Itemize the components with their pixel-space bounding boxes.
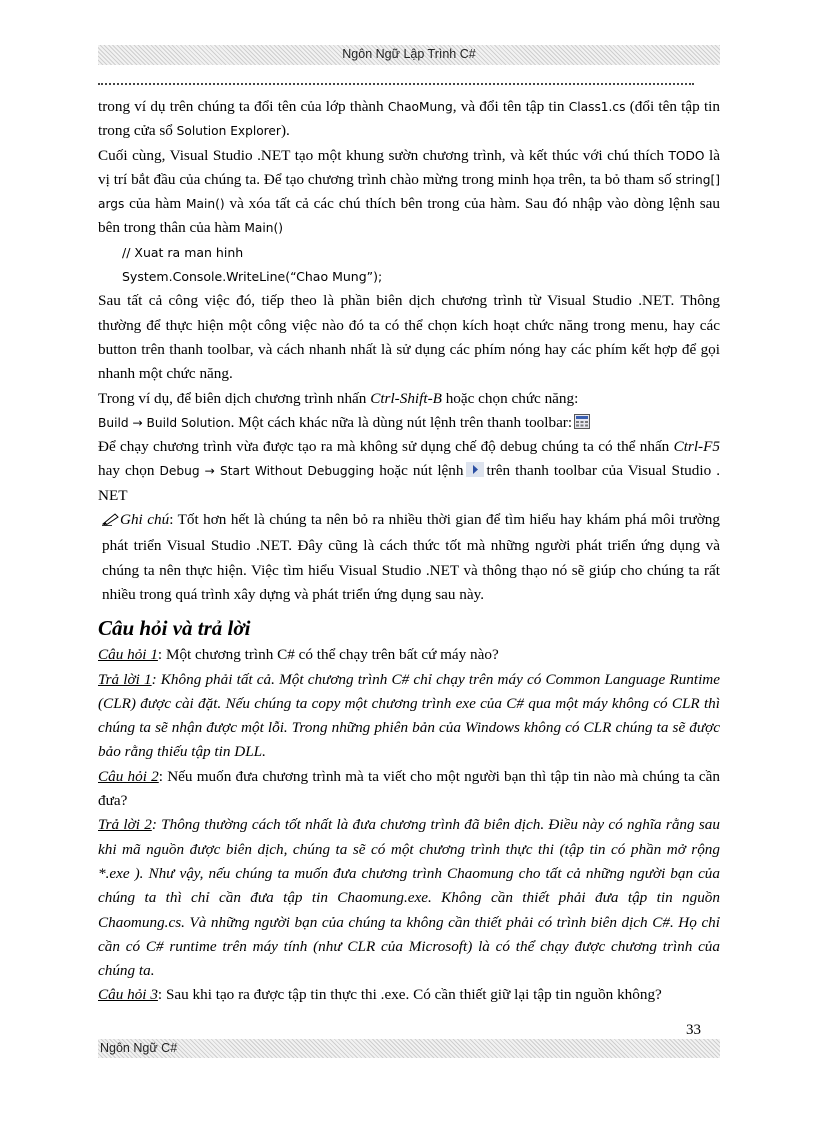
answer-2-label: Trả lời 2 xyxy=(98,816,152,834)
section-title: Câu hỏi và trả lời xyxy=(98,616,251,641)
code-solution-explorer: Solution Explorer xyxy=(176,124,281,139)
answer-1-label: Trả lời 1 xyxy=(98,670,152,688)
answer-2: Trả lời 2: Thông thường cách tốt nhất là đưa chương trình đã biên dịch. Điều này có nghĩa rằng sau khi mã nguồn được biên dịch, chúng ta sẽ có một chương trình thực thi (tập tin có phần mở rộng *.exe ). Như vậy, nếu chúng ta muốn đưa chương trình Chaomung cho tất cả những người bạn của chúng ta thì chỉ cần đưa tập tin Chaomung.exe. Không cần thiết phải đưa tập tin nguồn Chaomung.cs. Và những người bạn của chúng ta không cần thiết phải có trình biên dịch C#. Họ chỉ cần có C# runtime trên máy tính (như CLR của Microsoft) là có thể chạy được chương trình của chúng ta. xyxy=(98,816,720,980)
code-args: string[] args xyxy=(98,172,720,212)
code-build-menu: Build → Build Solution xyxy=(98,415,231,430)
question-2: Câu hỏi 2: Nếu muốn đưa chương trình mà ta viết cho một người bạn thì tập tin nào mà chúng ta cần đưa? xyxy=(98,767,720,810)
page-body xyxy=(98,95,720,1008)
question-2-label: Câu hỏi 2 xyxy=(98,767,159,785)
code-main: Main() xyxy=(186,197,225,212)
shortcut-run: Ctrl-F5 xyxy=(673,438,720,456)
paragraph-rename: trong ví dụ trên chúng ta đổi tên của lớp thành ChaoMung, và đổi tên tập tin Class1.cs (đổi tên tập tin trong cửa sổ Solution Explorer). xyxy=(98,98,720,140)
code-debug-menu: Debug → Start Without Debugging xyxy=(159,464,375,479)
build-toolbar-icon xyxy=(574,413,590,428)
paragraph-build-menu: Build → Build Solution. Một cách khác nữa là dùng nút lệnh trên thanh toolbar: xyxy=(98,411,720,435)
code-main-2: Main() xyxy=(244,221,283,236)
note-label: Ghi chú xyxy=(120,511,170,529)
paragraph-run: Để chạy chương trình vừa được tạo ra mà không sử dụng chế độ debug chúng ta có thể nhấn Ctrl-F5 hay chọn Debug → Start Without Debugging hoặc nút lệnh trên thanh toolbar của Visual Studio . NET xyxy=(98,438,720,504)
header-title: Ngôn Ngữ Lập Trình C# xyxy=(342,47,476,61)
page-number: 33 xyxy=(686,1022,701,1038)
start-toolbar-icon xyxy=(466,461,482,476)
question-3-label: Câu hỏi 3 xyxy=(98,986,158,1004)
page-header xyxy=(98,45,720,65)
code-classname: ChaoMung xyxy=(387,100,453,114)
pencil-note-icon xyxy=(102,510,120,534)
page-footer xyxy=(98,1039,720,1058)
footer-text: Ngôn Ngữ C# xyxy=(100,1041,178,1055)
header-divider xyxy=(98,83,694,85)
note-paragraph xyxy=(98,508,720,607)
paragraph-skeleton: Cuối cùng, Visual Studio .NET tạo một khung sườn chương trình, và kết thúc với chú thích TODO là vị trí bắt đầu của chúng ta. Để tạo chương trình chào mừng trong minh họa trên, ta bỏ tham số string[] args của hàm Main() và xóa tất cả các chú thích bên trong của hàm. Sau đó nhập vào dòng lệnh sau bên trong thân của hàm Main() xyxy=(98,146,721,237)
paragraph-compile: Sau tất cả công việc đó, tiếp theo là phần biên dịch chương trình từ Visual Studio .NET. Thông thường để thực hiện một công việc nào đó ta có thể chọn kích hoạt chức năng trong menu, hay các button trên thanh toolbar, và cách nhanh nhất là sử dụng các phím nóng hay các phím kết hợp để gọi nhanh một chức năng. xyxy=(98,292,720,383)
code-filename: Class1.cs xyxy=(568,100,626,114)
code-todo: TODO xyxy=(668,148,705,163)
shortcut-build: Ctrl-Shift-B xyxy=(370,389,442,407)
paragraph-build-shortcut: Trong ví dụ, để biên dịch chương trình nhấn Ctrl-Shift-B hoặc chọn chức năng: xyxy=(98,389,579,407)
note-text: : Tốt hơn hết là chúng ta nên bỏ ra nhiều thời gian để tìm hiểu hay khám phá môi trường phát triển Visual Studio .NET. Đây cũng là cách thức tốt mà những người phát triển ứng dụng và chúng ta nên thực hiện. Việc tìm hiểu Visual Studio .NET và thông thạo nó sẽ giúp cho chúng ta rất nhiều trong quá trình xây dựng và phát triển ứng dụng sau này. xyxy=(102,511,720,603)
answer-1: Trả lời 1: Không phải tất cả. Một chương trình C# chỉ chạy trên máy có Common Language Runtime (CLR) được cài đặt. Nếu chúng ta copy một chương trình exe của C# qua một máy không có CLR thì chúng ta sẽ nhận được một lỗi. Trong những phiên bản của Windows không có CLR chúng ta sẽ được bảo rằng thiếu tập tin DLL. xyxy=(98,670,720,761)
question-1: Câu hỏi 1: Một chương trình C# có thể chạy trên bất cứ máy nào? xyxy=(98,646,499,664)
question-1-label: Câu hỏi 1 xyxy=(98,646,158,664)
code-writeline: System.Console.WriteLine(“Chao Mung”); xyxy=(122,269,383,285)
question-3: Câu hỏi 3: Sau khi tạo ra được tập tin thực thi .exe. Có cần thiết giữ lại tập tin nguồn không? xyxy=(98,986,662,1004)
code-comment-line: // Xuat ra man hinh xyxy=(122,244,244,260)
